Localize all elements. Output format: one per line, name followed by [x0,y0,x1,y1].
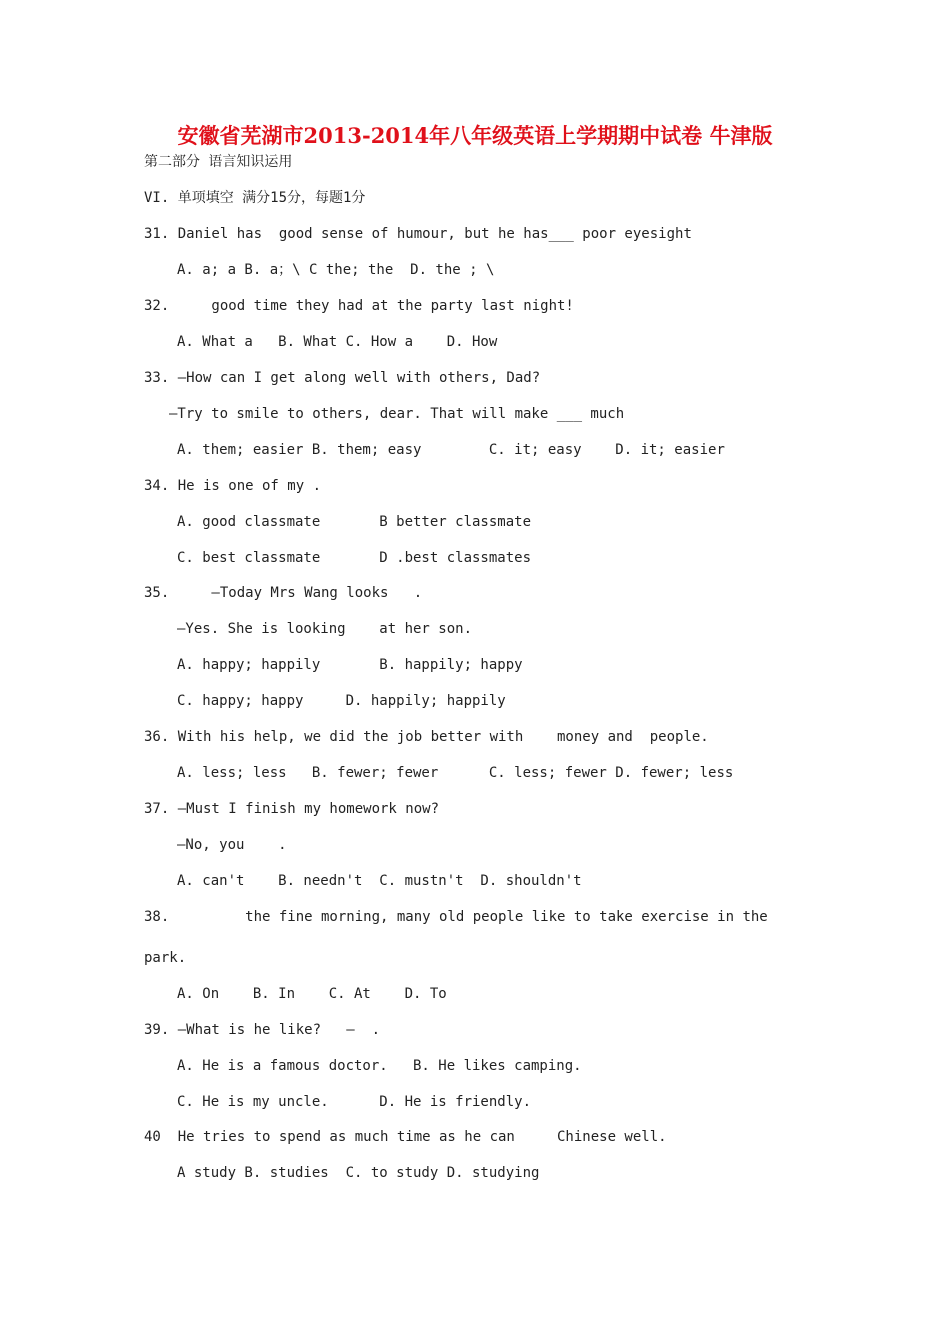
document-title: 安徽省芜湖市2013-2014年八年级英语上学期期中试卷 牛津版 [177,123,773,148]
question-35-options-row1: A. happy; happily B. happily; happy [177,657,523,673]
part-heading: 第二部分 语言知识运用 [144,154,293,170]
question-31-stem: 31. Daniel has good sense of humour, but he has___ poor eyesight [144,226,692,242]
section-heading: VI. 单项填空 满分15分，每题1分 [144,190,366,206]
question-37-options: A. can't B. needn't C. mustn't D. shouldn't [177,873,582,889]
question-36-stem: 36. With his help, we did the job better with money and people. [144,729,709,745]
question-35-stem-reply: —Yes. She is looking at her son. [177,621,473,637]
question-38-options: A. On B. In C. At D. To [177,986,447,1002]
question-37-stem-reply: —No, you . [177,837,287,853]
question-37-stem: 37. —Must I finish my homework now? [144,801,440,817]
question-40-stem: 40 He tries to spend as much time as he can Chinese well. [144,1129,667,1145]
question-39-options-row2: C. He is my uncle. D. He is friendly. [177,1094,532,1110]
question-33-options: A. them; easier B. them; easy C. it; easy D. it; easier [177,442,725,458]
question-31-options: A. a; a B. a；\ C the; the D. the ; \ [177,262,495,278]
question-32-options: A. What a B. What C. How a D. How [177,334,498,350]
question-39-options-row1: A. He is a famous doctor. B. He likes camping. [177,1058,582,1074]
question-35-options-row2: C. happy; happy D. happily; happily [177,693,506,709]
question-34-options-row1: A. good classmate B better classmate [177,514,532,530]
question-33-stem: 33. —How can I get along well with others, Dad? [144,370,541,386]
question-40-options: A study B. studies C. to study D. studying [177,1165,540,1181]
question-38-stem: 38. the fine morning, many old people like to take exercise in the [144,909,768,925]
question-39-stem: 39. —What is he like? — . [144,1022,381,1038]
question-36-options: A. less; less B. fewer; fewer C. less; fewer D. fewer; less [177,765,734,781]
question-38-stem-continued: park. [144,950,187,966]
question-34-options-row2: C. best classmate D .best classmates [177,550,532,566]
question-34-stem: 34. He is one of my . [144,478,322,494]
question-35-stem: 35. —Today Mrs Wang looks . [144,585,423,601]
question-32-stem: 32. good time they had at the party last night! [144,298,574,314]
question-33-stem-reply: —Try to smile to others, dear. That will make ___ much [169,406,625,422]
